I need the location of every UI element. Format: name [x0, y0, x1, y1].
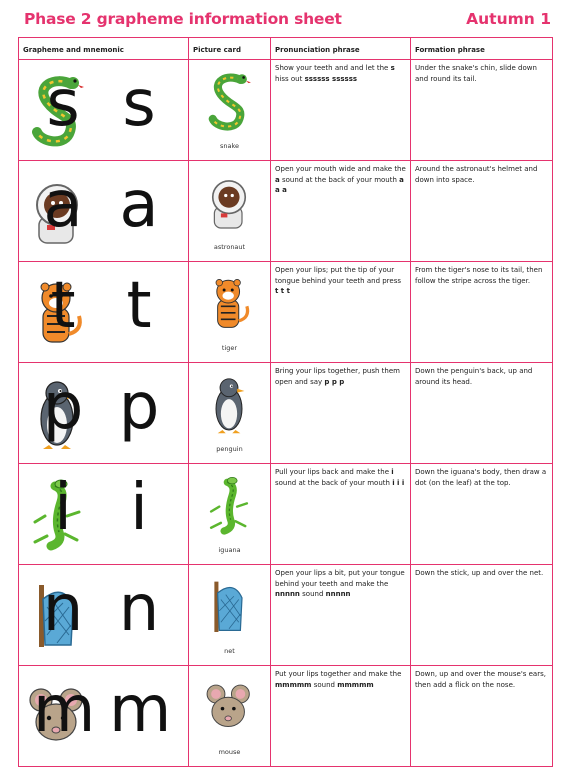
grapheme-mnemonic-letter: n	[42, 572, 84, 646]
grapheme-letter: p	[118, 370, 160, 444]
picture-label: mouse	[218, 748, 241, 756]
picture-cell	[189, 666, 271, 767]
pronunciation-cell: Show your teeth and and let the s hiss out ssssss ssssss	[271, 60, 411, 161]
grapheme-letter: s	[122, 67, 156, 141]
grapheme-cell	[19, 262, 189, 363]
grapheme-letter: m	[109, 673, 172, 747]
grapheme-cell	[19, 363, 189, 464]
formation-cell: Down the penguin's back, up and around its head.	[411, 363, 553, 464]
astronaut-icon	[203, 171, 255, 233]
formation-cell: From the tiger's nose to its tail, then follow the stripe across the tiger.	[411, 262, 553, 363]
formation-cell: Down the stick, up and over the net.	[411, 565, 553, 666]
picture-cell	[189, 262, 271, 363]
table-row	[19, 60, 553, 161]
table-header-row	[19, 38, 553, 60]
pronunciation-cell: Bring your lips together, push them open and say p p p	[271, 363, 411, 464]
picture-label: tiger	[221, 344, 238, 352]
pronunciation-cell: Put your lips together and make the mmmmm sound mmmmm	[271, 666, 411, 767]
grapheme-cell	[19, 666, 189, 767]
grapheme-cell	[19, 60, 189, 161]
mouse-icon	[203, 676, 255, 738]
grapheme-letter: i	[130, 471, 148, 545]
tiger-icon	[203, 272, 255, 334]
page-header	[24, 10, 551, 34]
picture-cell	[189, 60, 271, 161]
term-label: Autumn 1	[466, 10, 551, 28]
grapheme-cell	[19, 565, 189, 666]
table-row	[19, 161, 553, 262]
picture-cell	[189, 161, 271, 262]
grapheme-mnemonic-letter: i	[54, 471, 72, 545]
snake-icon	[203, 70, 255, 132]
pronunciation-cell: Pull your lips back and make the i sound at the back of your mouth i i i	[271, 464, 411, 565]
table-row	[19, 565, 553, 666]
table-row	[19, 666, 553, 767]
formation-cell: Around the astronaut's helmet and down into space.	[411, 161, 553, 262]
column-header-pronunciation: Pronunciation phrase	[271, 38, 411, 60]
pronunciation-cell: Open your lips; put the tip of your tongue behind your teeth and press t t t	[271, 262, 411, 363]
column-header-formation: Formation phrase	[411, 38, 553, 60]
grapheme-mnemonic-letter: a	[43, 168, 83, 242]
column-header-grapheme: Grapheme and mnemonic	[19, 38, 189, 60]
iguana-icon	[203, 474, 255, 536]
picture-cell	[189, 565, 271, 666]
picture-label: iguana	[218, 546, 241, 554]
grapheme-mnemonic-letter: m	[33, 673, 96, 747]
picture-label: astronaut	[213, 243, 246, 251]
penguin-icon	[203, 373, 255, 435]
formation-cell: Under the snake's chin, slide down and round its tail.	[411, 60, 553, 161]
page-title: Phase 2 grapheme information sheet	[24, 10, 342, 28]
picture-cell	[189, 464, 271, 565]
grapheme-mnemonic-letter: p	[42, 370, 84, 444]
grapheme-mnemonic-letter: t	[50, 269, 76, 343]
grapheme-cell	[19, 161, 189, 262]
grapheme-table	[18, 37, 553, 767]
table-row	[19, 262, 553, 363]
picture-label: net	[224, 647, 235, 655]
formation-cell: Down, up and over the mouse's ears, then add a flick on the nose.	[411, 666, 553, 767]
picture-label: snake	[219, 142, 240, 150]
pronunciation-cell: Open your lips a bit, put your tongue behind your teeth and make the nnnnn sound nnnnn	[271, 565, 411, 666]
net-icon	[203, 575, 255, 637]
formation-cell: Down the iguana's body, then draw a dot (on the leaf) at the top.	[411, 464, 553, 565]
column-header-picture: Picture card	[189, 38, 271, 60]
grapheme-cell	[19, 464, 189, 565]
pronunciation-cell: Open your mouth wide and make the a sound at the back of your mouth a a a	[271, 161, 411, 262]
picture-cell	[189, 363, 271, 464]
grapheme-letter: t	[126, 269, 152, 343]
picture-label: penguin	[216, 445, 243, 453]
table-row	[19, 464, 553, 565]
grapheme-letter: a	[119, 168, 159, 242]
grapheme-mnemonic-letter: s	[46, 67, 80, 141]
table-row	[19, 363, 553, 464]
grapheme-letter: n	[118, 572, 160, 646]
